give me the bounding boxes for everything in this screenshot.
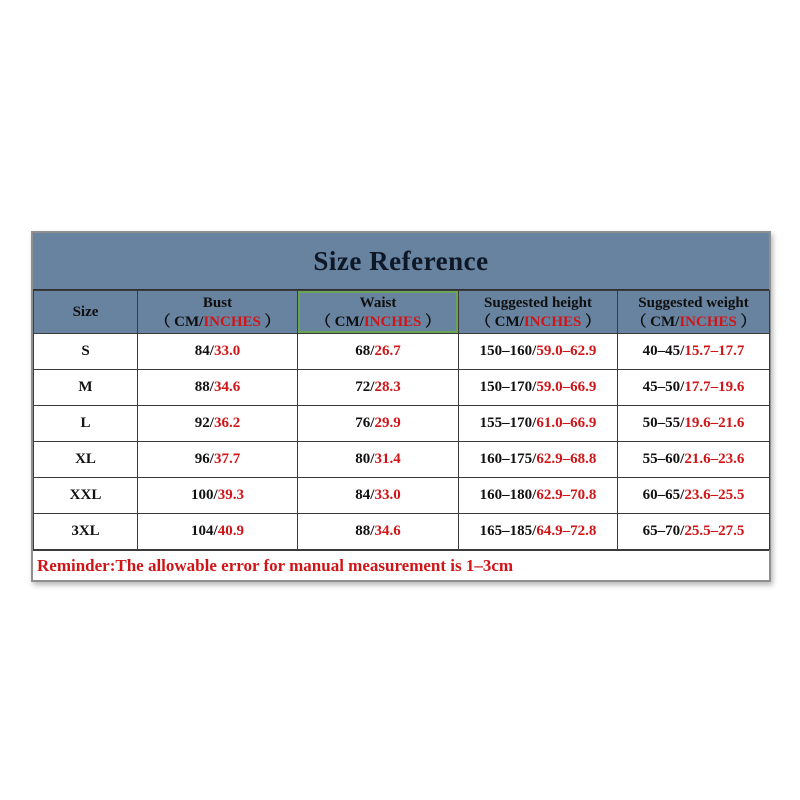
- cm-value: 88/: [194, 379, 214, 395]
- cm-value: 60–65/: [642, 487, 685, 503]
- units-suffix: ）: [581, 313, 601, 330]
- chart-title: Size Reference: [313, 245, 489, 276]
- inches-value: 34.6: [374, 523, 401, 539]
- weight-cell: [618, 406, 770, 442]
- table-row-xl: [34, 442, 770, 478]
- cm-value: 88/: [355, 523, 375, 539]
- height-cell: [459, 370, 618, 406]
- size-cell: XL: [34, 442, 138, 478]
- size-cell: L: [34, 406, 138, 442]
- inches-value: 64.9–72.8: [536, 523, 597, 539]
- waist-cell: [298, 514, 459, 550]
- units-suffix: ）: [736, 313, 756, 330]
- cm-value: 100/: [191, 487, 218, 503]
- inches-value: 61.0–66.9: [536, 415, 597, 431]
- inches-value: 31.4: [374, 451, 401, 467]
- waist-cell: [298, 406, 459, 442]
- column-header-suggested-height: [459, 291, 618, 334]
- table-row-s: [34, 334, 770, 370]
- cm-value: 92/: [194, 415, 214, 431]
- units-inches: INCHES: [203, 313, 261, 330]
- column-label: Waist: [359, 294, 397, 311]
- cm-value: 45–50/: [642, 379, 685, 395]
- column-units: [459, 313, 617, 331]
- inches-value: 28.3: [374, 379, 401, 395]
- cm-value: 160–180/: [479, 487, 537, 503]
- inches-value: 62.9–68.8: [536, 451, 597, 467]
- inches-value: 23.6–25.5: [684, 487, 745, 503]
- bust-cell: [138, 406, 298, 442]
- cm-value: 96/: [194, 451, 214, 467]
- column-units: [298, 313, 458, 331]
- cm-value: 76/: [355, 415, 375, 431]
- weight-cell: [618, 334, 770, 370]
- table-row-m: [34, 370, 770, 406]
- height-cell: [459, 478, 618, 514]
- units-inches: INCHES: [679, 313, 737, 330]
- inches-value: 15.7–17.7: [684, 343, 745, 359]
- header-row: [34, 291, 770, 334]
- waist-cell: [298, 334, 459, 370]
- weight-cell: [618, 370, 770, 406]
- column-header-suggested-weight: [618, 291, 770, 334]
- units-prefix: （ CM/: [155, 313, 204, 330]
- column-label: Size: [72, 303, 99, 320]
- bust-cell: [138, 370, 298, 406]
- size-cell: XXL: [34, 478, 138, 514]
- reminder-row: [33, 550, 769, 580]
- units-inches: INCHES: [523, 313, 582, 330]
- inches-value: 59.0–66.9: [536, 379, 597, 395]
- cm-value: 160–175/: [479, 451, 537, 467]
- table-row-xxl: [34, 478, 770, 514]
- height-cell: [459, 406, 618, 442]
- inches-value: 62.9–70.8: [536, 487, 597, 503]
- height-cell: [459, 334, 618, 370]
- units-suffix: ）: [260, 313, 280, 330]
- units-prefix: （ CM/: [475, 313, 524, 330]
- size-table: [33, 290, 770, 550]
- size-cell: M: [34, 370, 138, 406]
- inches-value: 36.2: [213, 415, 241, 431]
- column-units: [618, 313, 769, 331]
- inches-value: 40.9: [217, 523, 244, 539]
- waist-cell: [298, 442, 459, 478]
- bust-cell: [138, 334, 298, 370]
- cm-value: 72/: [355, 379, 375, 395]
- inches-value: 29.9: [374, 415, 401, 431]
- inches-value: 39.3: [217, 487, 244, 503]
- inches-value: 19.6–21.6: [684, 415, 745, 431]
- inches-value: 37.7: [213, 451, 241, 467]
- weight-cell: [618, 478, 770, 514]
- column-header-size: [34, 291, 138, 334]
- bust-cell: [138, 442, 298, 478]
- inches-value: 17.7–19.6: [684, 379, 745, 395]
- inches-value: 33.0: [213, 343, 241, 359]
- inches-value: 34.6: [213, 379, 241, 395]
- column-label: Suggested height: [484, 294, 592, 311]
- inches-value: 33.0: [374, 487, 401, 503]
- column-header-bust: [138, 291, 298, 334]
- inches-value: 21.6–23.6: [684, 451, 745, 467]
- size-cell: 3XL: [34, 514, 138, 550]
- units-prefix: （ CM/: [631, 313, 680, 330]
- cm-value: 84/: [194, 343, 214, 359]
- table-row-l: [34, 406, 770, 442]
- column-label: Suggested weight: [638, 294, 749, 311]
- inches-value: 25.5–27.5: [684, 523, 745, 539]
- table-row-3xl: [34, 514, 770, 550]
- units-inches: INCHES: [363, 313, 422, 330]
- cm-value: 55–60/: [642, 451, 685, 467]
- height-cell: [459, 442, 618, 478]
- cm-value: 84/: [355, 487, 375, 503]
- column-header-waist: [298, 291, 459, 334]
- column-label: Bust: [202, 294, 233, 311]
- units-prefix: （ CM/: [315, 313, 364, 330]
- column-units: [138, 313, 297, 331]
- cm-value: 150–160/: [479, 343, 537, 359]
- units-suffix: ）: [421, 313, 441, 330]
- cm-value: 155–170/: [479, 415, 537, 431]
- cm-value: 80/: [355, 451, 375, 467]
- inches-value: 26.7: [374, 343, 401, 359]
- weight-cell: [618, 514, 770, 550]
- height-cell: [459, 514, 618, 550]
- cm-value: 65–70/: [642, 523, 685, 539]
- waist-cell: [298, 370, 459, 406]
- cm-value: 104/: [191, 523, 218, 539]
- cm-value: 165–185/: [479, 523, 537, 539]
- inches-value: 59.0–62.9: [536, 343, 597, 359]
- size-reference-chart: [31, 231, 771, 582]
- waist-cell: [298, 478, 459, 514]
- title-band: [33, 233, 769, 290]
- cm-value: 50–55/: [642, 415, 685, 431]
- cm-value: 68/: [355, 343, 375, 359]
- reminder-text: Reminder:The allowable error for manual measurement is 1–3cm: [37, 555, 514, 575]
- cm-value: 40–45/: [642, 343, 685, 359]
- bust-cell: [138, 514, 298, 550]
- cm-value: 150–170/: [479, 379, 537, 395]
- bust-cell: [138, 478, 298, 514]
- weight-cell: [618, 442, 770, 478]
- size-cell: S: [34, 334, 138, 370]
